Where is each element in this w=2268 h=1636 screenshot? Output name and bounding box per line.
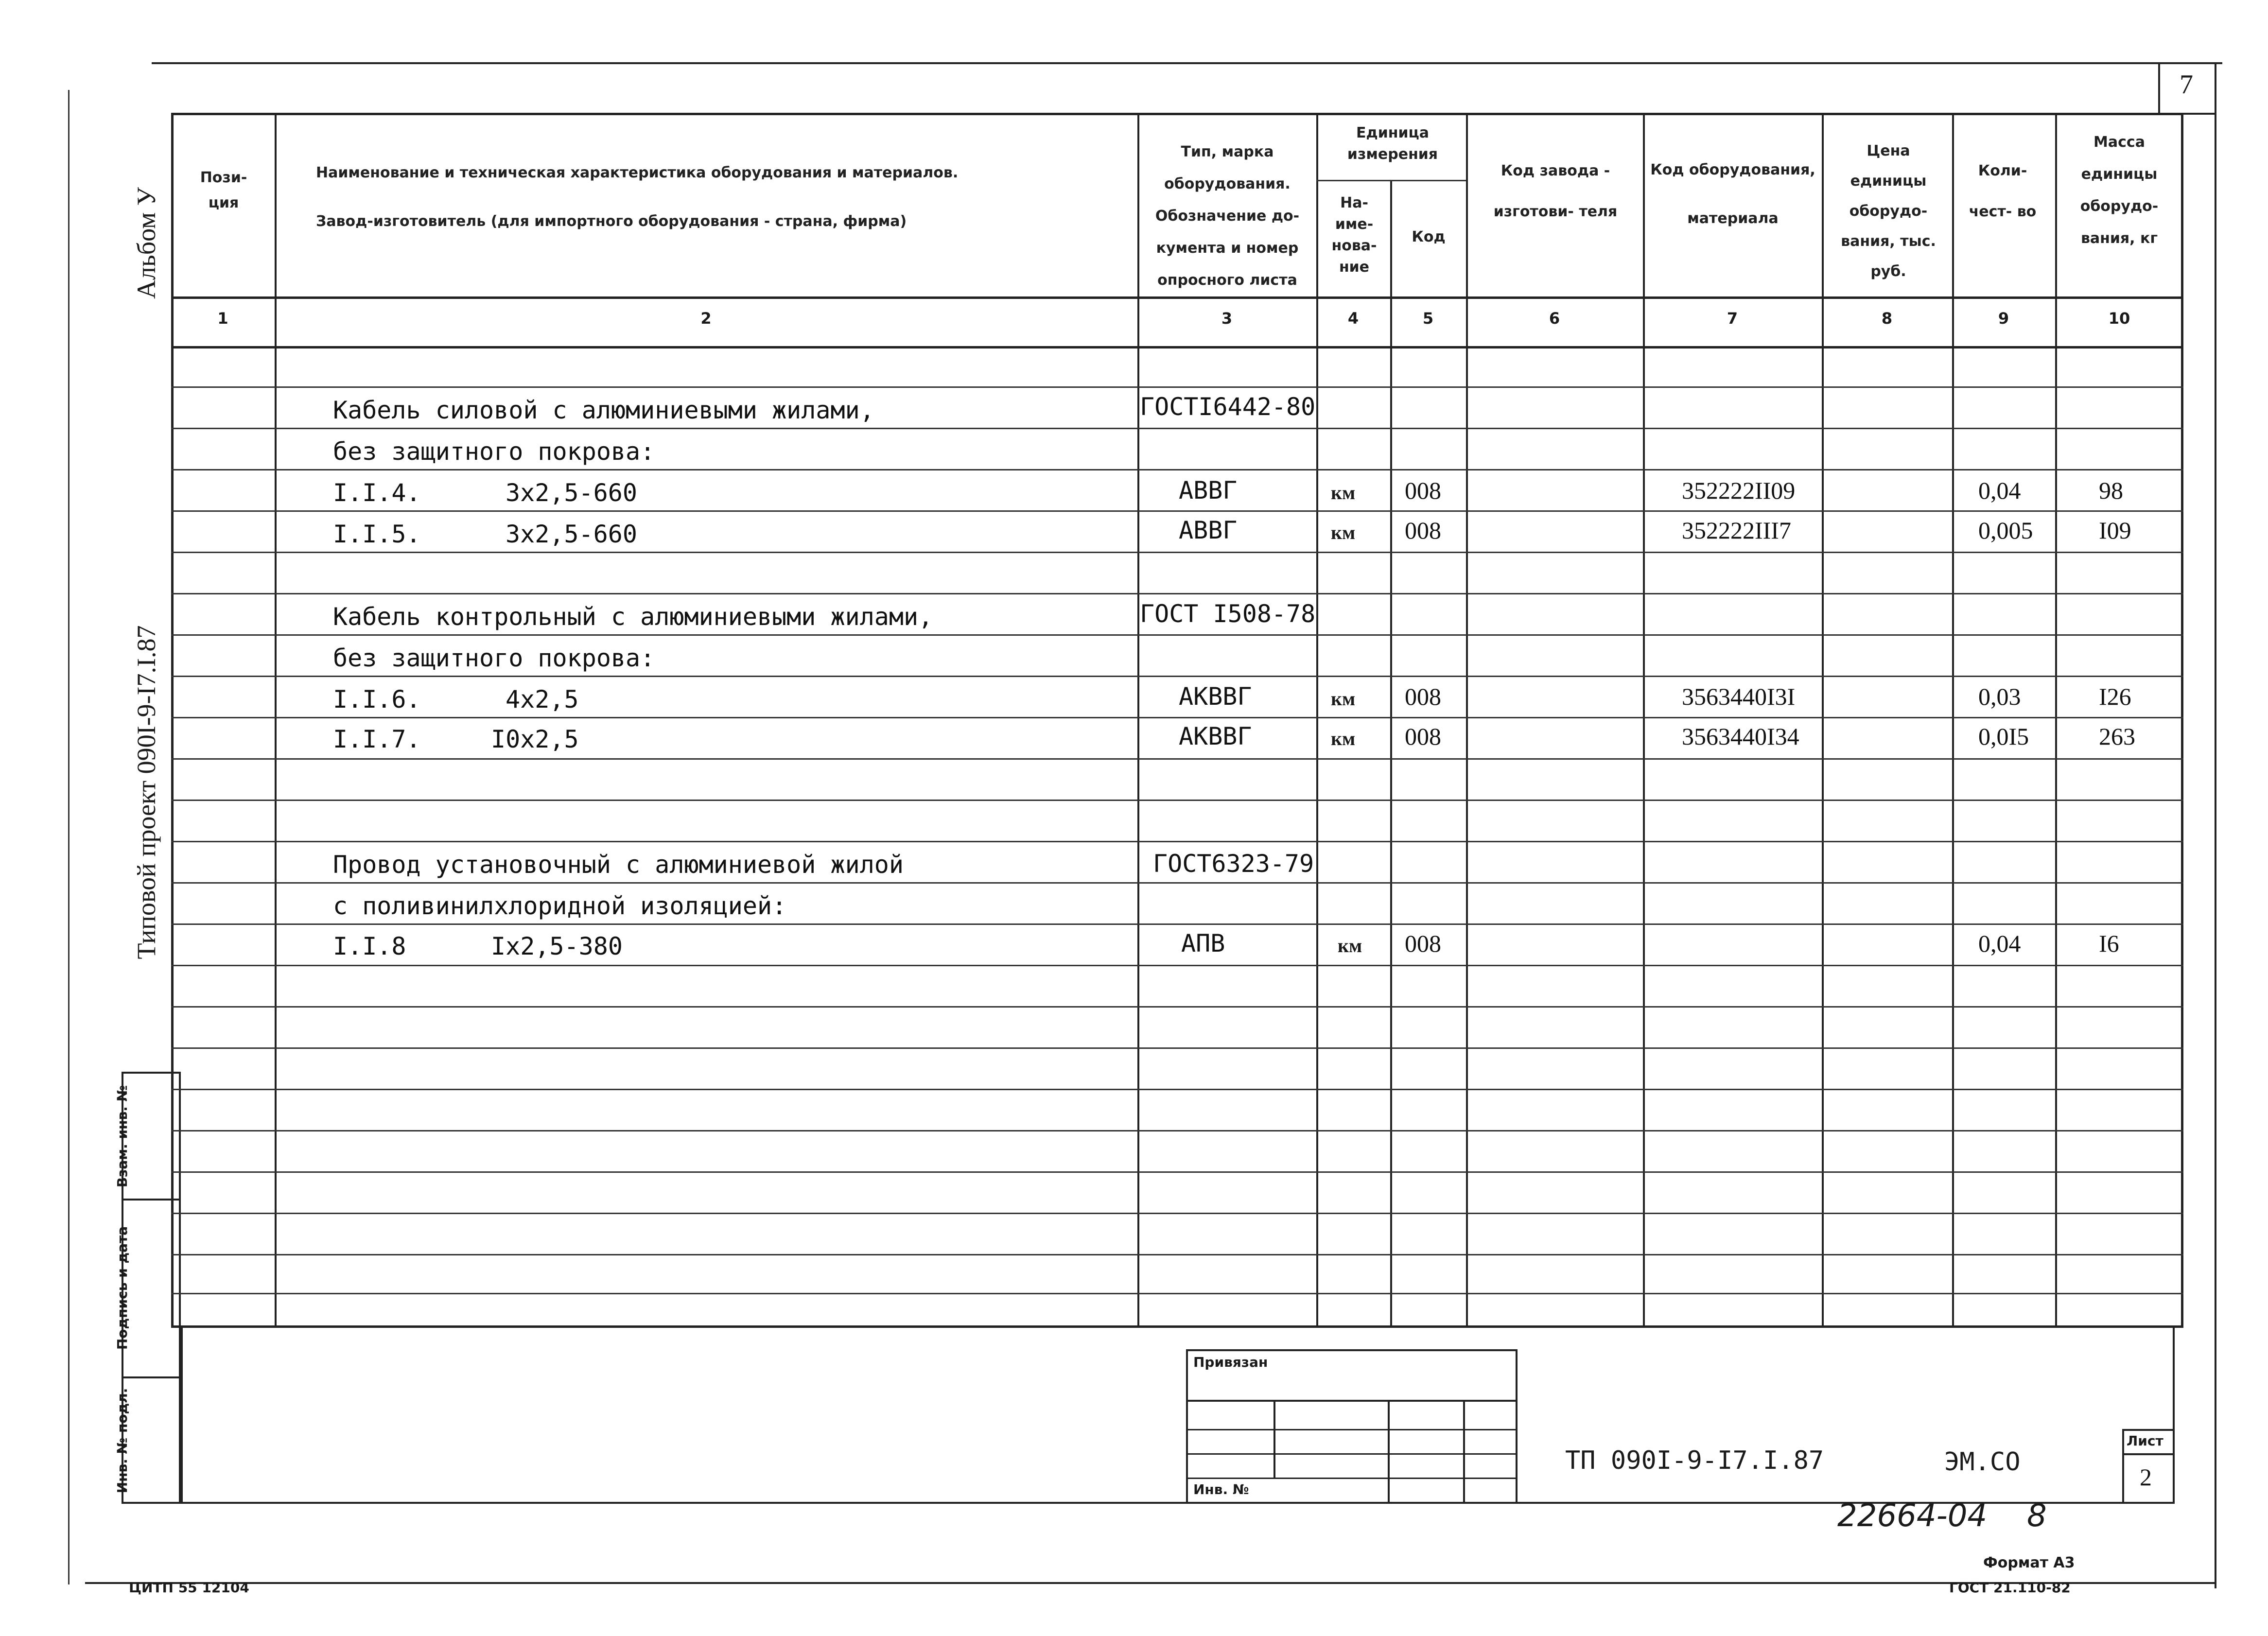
header-bottom-rule (171, 296, 2183, 299)
row-mass: I26 (2099, 683, 2131, 710)
row-line (171, 1254, 2183, 1255)
col-line (1316, 113, 1318, 1328)
column-number: 7 (1727, 309, 1738, 328)
row-spec: I0x2,5 (491, 725, 579, 753)
row-type: АКВВГ (1179, 682, 1252, 711)
header-factory-code: Код завода - изготови- теля (1493, 162, 1618, 220)
header-name-line1: Наименование и техническая характеристика оборудования и материалов. (316, 164, 959, 181)
title-block-left (181, 1328, 183, 1503)
row-quantity: 0,0I5 (1978, 723, 2029, 750)
privyazan-rule (1186, 1478, 1517, 1479)
row-type: АКВВГ (1179, 722, 1252, 750)
row-equipment-code: 352222III7 (1682, 517, 1791, 544)
header-unit-name: На- име- нова- ние (1331, 194, 1377, 276)
row-line (171, 758, 2183, 760)
inv-no-label: Инв. № (1193, 1481, 1249, 1497)
row-line (171, 841, 2183, 842)
row-unit: км (1331, 688, 1356, 710)
row-name: без защитного покрова: (333, 644, 655, 672)
row-unit-code: 008 (1405, 930, 1441, 957)
column-number: 5 (1422, 309, 1434, 328)
row-line (171, 1047, 2183, 1049)
col-line (1822, 113, 1824, 1328)
album-label: Альбом У (132, 187, 161, 299)
row-position: I.I.4. (333, 479, 421, 507)
colnum-bottom-rule (171, 346, 2183, 348)
row-unit: км (1331, 482, 1356, 504)
row-name: Кабель силовой с алюминиевыми жилами, (333, 396, 874, 424)
privyazan-col (1463, 1400, 1465, 1502)
row-name: Кабель контрольный с алюминиевыми жилами, (333, 603, 933, 631)
row-line (171, 552, 2183, 553)
frame-top-border (152, 62, 2222, 64)
header-position: Пози- ция (200, 169, 247, 211)
print-code-label: ЦИТП 55 12104 (129, 1580, 249, 1596)
row-mass: 263 (2099, 723, 2135, 750)
document-code: ТП 090I-9-I7.I.87 (1565, 1446, 1824, 1475)
row-mass: I09 (2099, 517, 2131, 544)
row-name: без защитного покрова: (333, 437, 655, 466)
row-position: I.I.8 (333, 932, 406, 960)
column-number: 4 (1347, 309, 1359, 328)
col-line (1466, 113, 1468, 1328)
format-label: Формат А3 (1983, 1554, 2075, 1571)
row-unit-code: 008 (1405, 517, 1441, 544)
row-line (171, 923, 2183, 925)
row-line (171, 882, 2183, 884)
column-number: 8 (1881, 309, 1893, 328)
row-quantity: 0,04 (1978, 477, 2021, 504)
row-line (171, 1130, 2183, 1131)
col-line (1643, 113, 1645, 1328)
privyazan-top (1186, 1349, 1517, 1351)
row-unit: км (1331, 728, 1356, 749)
row-name: с поливинилхлоридной изоляцией: (333, 892, 787, 920)
row-line (171, 428, 2183, 429)
sheet-box-rule (2122, 1453, 2173, 1455)
col-line (2055, 113, 2057, 1328)
header-name-line2: Завод-изготовитель (для импортного оборудования - страна, фирма) (316, 213, 907, 230)
row-line (171, 469, 2183, 470)
sheet-label: Лист (2127, 1433, 2163, 1449)
header-price: Цена единицы оборудо- вания, тыс. руб. (1841, 142, 1936, 280)
row-line (171, 1213, 2183, 1214)
stamp-label-inv-podl: Инв. № подл. (114, 1388, 130, 1494)
document-suffix: ЭМ.СО (1944, 1447, 2021, 1477)
privyazan-rule (1186, 1453, 1517, 1455)
title-block-right (2173, 1328, 2175, 1504)
header-mass: Масса единицы оборудо- вания, кг (2080, 134, 2159, 247)
row-line (171, 965, 2183, 966)
row-name: Провод установочный с алюминиевой жилой (333, 851, 904, 879)
row-type: АВВГ (1179, 476, 1238, 505)
row-type: ГОСТ6323-79 (1153, 850, 1314, 878)
gost-label: ГОСТ 21.110-82 (1949, 1580, 2071, 1596)
row-line (171, 593, 2183, 594)
unit-group-rule (1316, 180, 1466, 181)
col-line (275, 113, 277, 1328)
handwritten-page: 8 (2027, 1498, 2047, 1534)
row-line (171, 1089, 2183, 1090)
privyazan-col (1388, 1400, 1390, 1502)
column-number: 10 (2108, 309, 2130, 328)
row-type: ГОСТ I508-78 (1140, 600, 1316, 628)
row-line (171, 1171, 2183, 1173)
row-quantity: 0,03 (1978, 683, 2021, 710)
row-equipment-code: 3563440I34 (1682, 723, 1799, 750)
row-line (171, 1006, 2183, 1008)
row-unit-code: 008 (1405, 723, 1441, 750)
privyazan-label: Привязан (1193, 1354, 1268, 1370)
row-position: I.I.7. (333, 725, 421, 753)
column-number: 1 (217, 309, 228, 328)
row-line (171, 634, 2183, 636)
row-spec: 4x2,5 (506, 685, 579, 714)
header-equipment-code: Код оборудования, материала (1650, 161, 1815, 227)
handwritten-archive-number: 22664-04 (1837, 1498, 1988, 1534)
stamp-label-vzam-inv: Взам. инв. № (114, 1085, 130, 1188)
row-line (171, 717, 2183, 718)
row-spec: 3x2,5-660 (506, 520, 637, 548)
row-type: ГОСТI6442-80 (1140, 393, 1316, 421)
sheet-number: 7 (2180, 70, 2193, 100)
privyazan-rule (1186, 1400, 1517, 1402)
col-line (1390, 180, 1392, 1328)
header-unit-group: Единица измерения (1347, 124, 1438, 163)
row-line (171, 676, 2183, 677)
row-quantity: 0,005 (1978, 517, 2033, 544)
column-number: 2 (700, 309, 712, 328)
row-spec: Ix2,5-380 (491, 932, 623, 960)
row-mass: 98 (2099, 477, 2123, 504)
row-quantity: 0,04 (1978, 930, 2021, 957)
stamp-label-podpis: Подпись и дата (114, 1226, 130, 1350)
row-equipment-code: 3563440I3I (1682, 683, 1796, 710)
row-unit: км (1338, 935, 1362, 957)
row-line (171, 510, 2183, 512)
row-unit-code: 008 (1405, 477, 1441, 504)
row-unit-code: 008 (1405, 683, 1441, 710)
column-number: 9 (1998, 309, 2009, 328)
privyazan-col (1274, 1400, 1275, 1479)
col-line (1137, 113, 1139, 1328)
header-unit-code: Код (1412, 228, 1446, 245)
column-number: 6 (1549, 309, 1560, 328)
row-position: I.I.5. (333, 520, 421, 548)
row-type: АВВГ (1179, 516, 1238, 544)
row-line (171, 1293, 2183, 1294)
project-label: Типовой проект 090I-9-I7.I.87 (132, 625, 161, 959)
row-spec: 3x2,5-660 (506, 479, 637, 507)
sheet-value: 2 (2140, 1463, 2152, 1491)
column-number: 3 (1221, 309, 1233, 328)
row-type: АПВ (1181, 929, 1225, 957)
privyazan-rule (1186, 1429, 1517, 1430)
col-line (1952, 113, 1954, 1328)
frame-right-border (2215, 62, 2216, 1588)
row-unit: км (1331, 522, 1356, 543)
frame-bottom-border (85, 1582, 2216, 1584)
header-quantity: Коли- чест- во (1969, 162, 2037, 220)
row-line (171, 800, 2183, 801)
row-line (171, 386, 2183, 388)
row-mass: I6 (2099, 930, 2119, 957)
header-type: Тип, марка оборудования. Обозначение до- кумента и номер опросного листа (1155, 143, 1300, 289)
row-equipment-code: 352222II09 (1682, 477, 1796, 504)
row-position: I.I.6. (333, 685, 421, 714)
frame-left-border (68, 90, 70, 1584)
